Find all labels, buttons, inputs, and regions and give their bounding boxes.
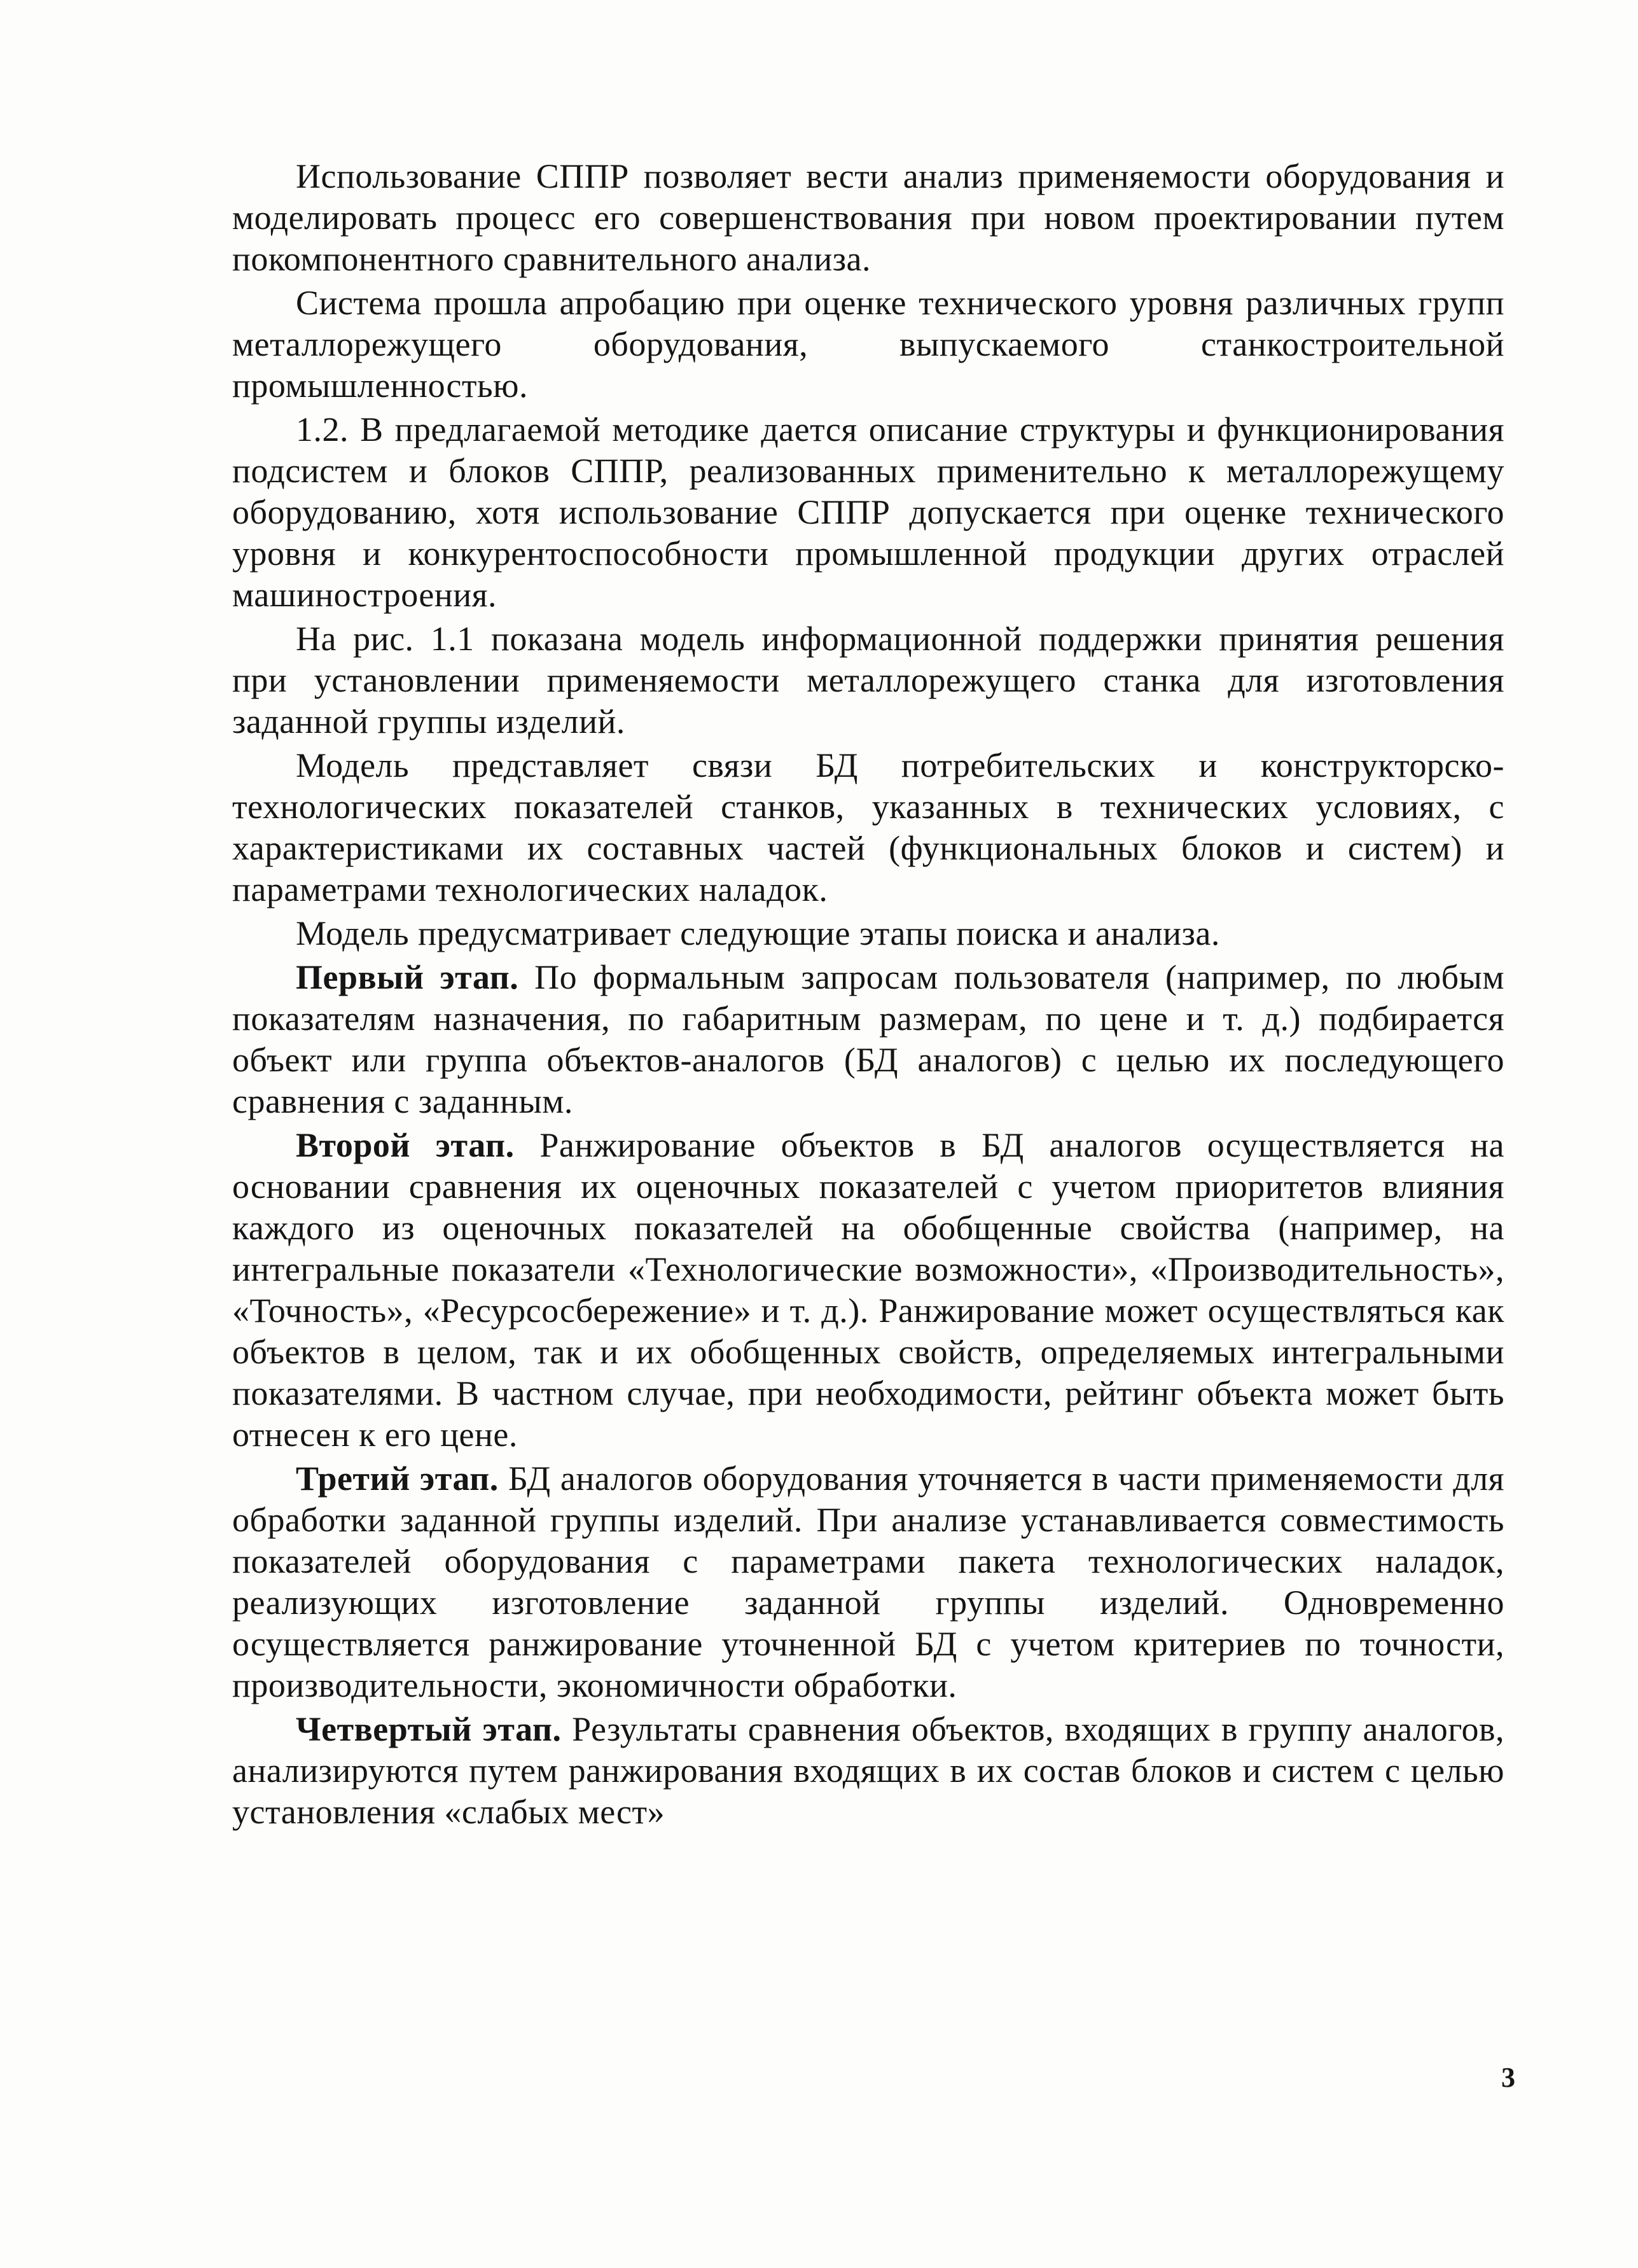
- paragraph-text: 1.2. В предлагаемой методике дается описание структуры и функционирования подсистем и блоков СППР, реализованных применительно к металлорежущему оборудованию, хотя использование СППР допускается при оценке технического уровня и конкурентоспособности промышленной продукции других отраслей машиностроения.: [232, 410, 1504, 614]
- paragraph-text: По формальным запросам пользователя (например, по любым показателям назначения, по габаритным размерам, по цене и т. д.) подбирается объект или группа объектов-аналогов (БД аналогов) с целью их последующего сравнения с заданным.: [232, 958, 1504, 1120]
- paragraph-text: Ранжирование объектов в БД аналогов осуществляется на основании сравнения их оценочных показателей с учетом приоритетов влияния каждого из оценочных показателей на обобщенные свойства (например, на интегральные показатели «Технологические возможности», «Производительность», «Точность», «Ресурсосбережение» и т. д.). Ранжирование может осуществляться как объектов в целом, так и их обобщенных свойств, определяемых интегральными показателями. В частном случае, при необходимости, рейтинг объекта может быть отнесен к его цене.: [232, 1126, 1504, 1454]
- paragraph-text: Модель представляет связи БД потребительских и конструкторско-технологических показателей станков, указанных в технических условиях, с характеристиками их составных частей (функциональных блоков и систем) и параметрами технологических наладок.: [232, 746, 1504, 908]
- paragraph-text: БД аналогов оборудования уточняется в части применяемости для обработки заданной группы изделий. При анализе устанавливается совместимость показателей оборудования с параметрами пакета технологических наладок, реализующих изготовление заданной группы изделий. Одновременно осуществляется ранжирование уточненной БД с учетом критериев по точности, производительности, экономичности обработки.: [232, 1459, 1504, 1704]
- paragraph-lead: Второй этап.: [296, 1126, 515, 1164]
- paragraph-lead: Первый этап.: [296, 958, 519, 996]
- paragraph-lead: Четвертый этап.: [296, 1710, 562, 1748]
- paragraph-6: [232, 913, 1504, 954]
- paragraph-4: [232, 618, 1504, 742]
- paragraph-text: Система прошла апробацию при оценке технического уровня различных групп металлорежущего оборудования, выпускаемого станкостроительной промышленностью.: [232, 284, 1504, 405]
- paragraph-text: Результаты сравнения объектов, входящих в группу аналогов, анализируются путем ранжирования входящих в их состав блоков и систем с целью установления «слабых мест»: [232, 1710, 1504, 1831]
- page-number: 3: [1501, 2062, 1515, 2093]
- paragraph-2: [232, 282, 1504, 407]
- paragraph-text: Модель предусматривает следующие этапы поиска и анализа.: [296, 914, 1220, 952]
- body-text: [232, 156, 1504, 1835]
- paragraph-5: [232, 745, 1504, 910]
- paragraph-7: [232, 957, 1504, 1122]
- paragraph-text: Использование СППР позволяет вести анализ применяемости оборудования и моделировать процесс его совершенствования при новом проектировании путем покомпонентного сравнительного анализа.: [232, 157, 1504, 278]
- paragraph-1: [232, 156, 1504, 280]
- paragraph-3: [232, 409, 1504, 616]
- paragraph-lead: Третий этап.: [296, 1459, 499, 1498]
- paragraph-text: На рис. 1.1 показана модель информационной поддержки принятия решения при установлении применяемости металлорежущего станка для изготовления заданной группы изделий.: [232, 620, 1504, 741]
- paragraph-8: [232, 1125, 1504, 1456]
- paragraph-10: [232, 1709, 1504, 1833]
- paragraph-9: [232, 1458, 1504, 1706]
